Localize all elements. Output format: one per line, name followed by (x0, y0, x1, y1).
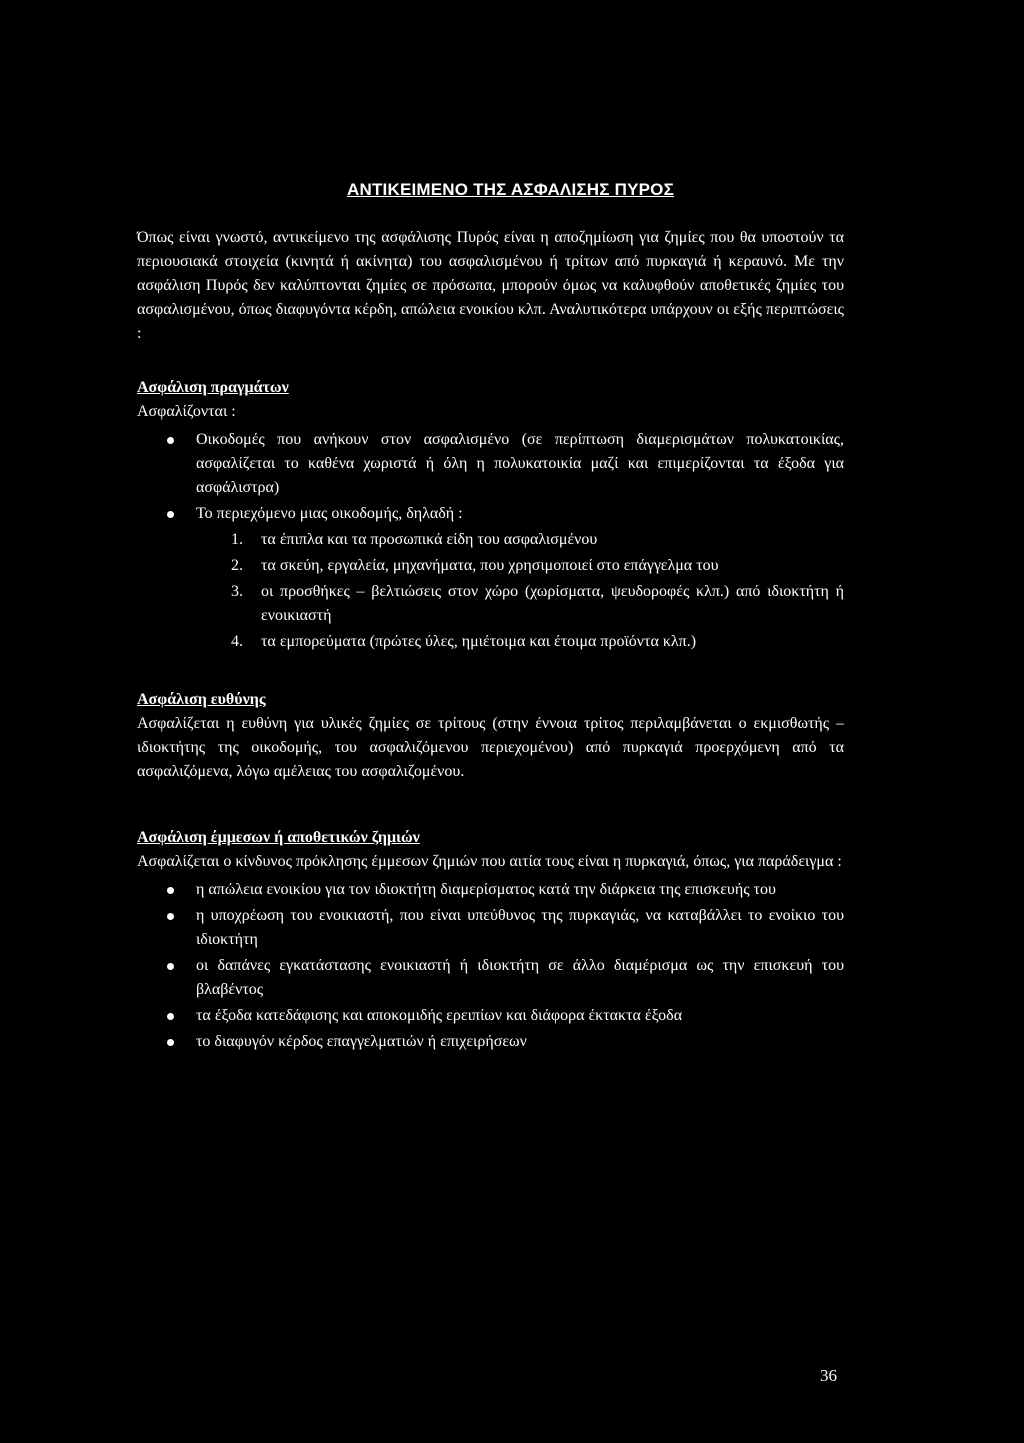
item-text: οι προσθήκες – βελτιώσεις στον χώρο (χωρίσματα, ψευδοροφές κλπ.) από ιδιοκτήτη ή ενοικιαστή (261, 583, 844, 624)
list-item: τα έξοδα κατεδάφισης και αποκομιδής ερειπίων και διάφορα έκτακτα έξοδα (137, 1004, 844, 1028)
numbered-item (137, 554, 844, 578)
list-item: Το περιεχόμενο μιας οικοδομής, δηλαδή : (137, 502, 844, 526)
bullet-list (137, 428, 844, 526)
list-item: το διαφυγόν κέρδος επαγγελματιών ή επιχειρήσεων (137, 1030, 844, 1054)
list-item: η υποχρέωση του ενοικιαστή, που είναι υπεύθυνος της πυρκαγιάς, να καταβάλλει το ενοίκιο του ιδιοκτήτη (137, 904, 844, 952)
item-number: 2. (231, 557, 243, 574)
section-liability-insurance (137, 688, 844, 784)
intro-paragraph (137, 226, 844, 346)
section-title: Ασφάλιση ευθύνης (137, 691, 266, 708)
document-title: ΑΝΤΙΚΕΙΜΕΝΟ ΤΗΣ ΑΣΦΑΛΙΣΗΣ ΠΥΡΟΣ (347, 180, 674, 199)
intro-text: Όπως είναι γνωστό, αντικείμενο της ασφάλισης Πυρός είναι η αποζημίωση για ζημίες που θα υποστούν τα περιουσιακά στοιχεία (κινητά ή ακίνητα) του ασφαλισμένου ή τρίτων από πυρκαγιά ή κεραυνό. Με την ασφάλιση Πυρός δεν καλύπτονται ζημίες σε πρόσωπα, μπορούν όμως να καλυφθούν αποθετικές ζημίες του ασφαλισμένου, όπως διαφυγόντα κέρδη, απώλεια ενοικίου κλπ. (137, 229, 844, 318)
section-property-insurance (137, 376, 844, 654)
item-text: τα σκεύη, εργαλεία, μηχανήματα, που χρησιμοποιεί στο επάγγελμα του (261, 557, 719, 574)
section-title: Ασφάλιση έμμεσων ή αποθετικών ζημιών (137, 829, 420, 846)
item-text: τα εμπορεύματα (πρώτες ύλες, ημιέτοιμα και έτοιμα προϊόντα κλπ.) (261, 633, 697, 650)
numbered-item (137, 630, 844, 654)
item-number: 3. (231, 583, 243, 600)
numbered-list (137, 528, 844, 654)
list-item: Οικοδομές που ανήκουν στον ασφαλισμένο (σε περίπτωση διαμερισμάτων πολυκατοικίας, ασφαλίζεται το καθένα χωριστά ή όλη η πολυκατοικία μαζί και επιμερίζονται τα έξοδα για ασφάλιστρα) (137, 428, 844, 500)
bullet-list (137, 878, 844, 1054)
document-page (137, 178, 844, 1056)
item-text: τα έπιπλα και τα προσωπικά είδη του ασφαλισμένου (261, 531, 598, 548)
numbered-item (137, 580, 844, 628)
section-title: Ασφάλιση πραγμάτων (137, 379, 289, 396)
intro-cases-text: Αναλυτικότερα υπάρχουν οι εξής περιπτώσεις : (137, 301, 845, 342)
item-number: 1. (231, 531, 243, 548)
numbered-item (137, 528, 844, 552)
item-number: 4. (231, 633, 243, 650)
section-text: Ασφαλίζεται η ευθύνη για υλικές ζημίες σε τρίτους (στην έννοια τρίτος περιλαμβάνεται ο εκμισθωτής – ιδιοκτήτης της οικοδομής, του ασφαλιζόμενου περιεχομένου) από πυρκαγιά προερχόμενη από τα ασφαλιζόμενα, λόγω αμέλειας του ασφαλιζομένου. (137, 715, 844, 780)
page-number: 36 (820, 1366, 837, 1385)
section-intro: Ασφαλίζονται : (137, 403, 236, 420)
list-item: η απώλεια ενοικίου για τον ιδιοκτήτη διαμερίσματος κατά την διάρκεια της επισκευής του (137, 878, 844, 902)
list-item: οι δαπάνες εγκατάστασης ενοικιαστή ή ιδιοκτήτη σε άλλο διαμέρισμα ως την επισκευή του βλαβέντος (137, 954, 844, 1002)
section-indirect-damages (137, 826, 844, 1054)
section-intro: Ασφαλίζεται ο κίνδυνος πρόκλησης έμμεσων ζημιών που αιτία τους είναι η πυρκαγιά, όπως, για παράδειγμα : (137, 853, 842, 870)
